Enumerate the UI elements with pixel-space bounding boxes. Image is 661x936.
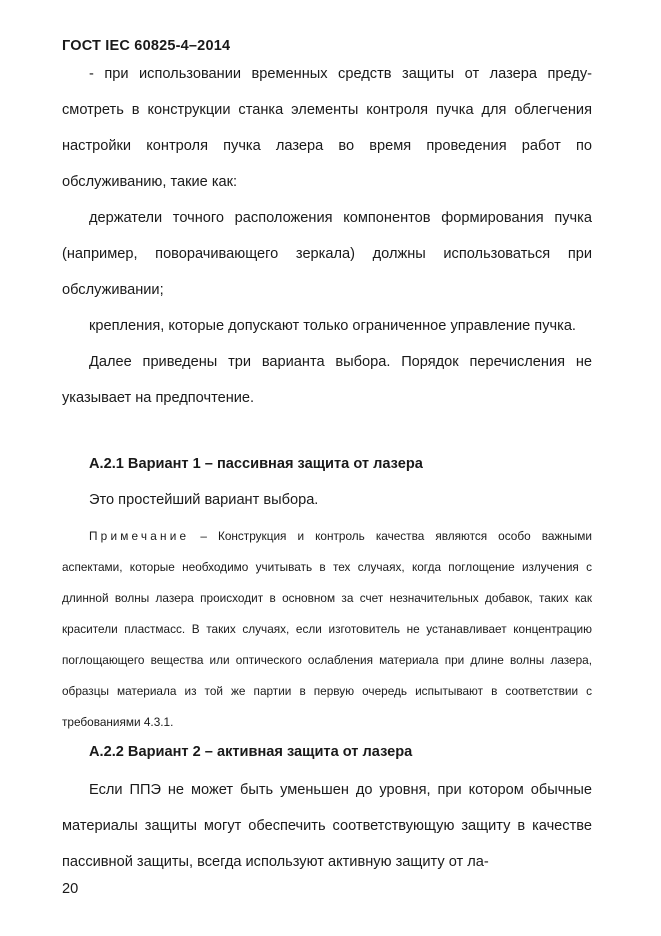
section-a21-text: Это простейший вариант выбора. <box>89 492 319 508</box>
note-block <box>62 521 592 738</box>
paragraph-4: Далее приведены три варианта выбора. Порядок перечисления не указывает на предпочтение. <box>62 354 592 406</box>
document-header-title: ГОСТ IEC 60825-4–2014 <box>62 38 231 54</box>
note-text: – Конструкция и контроль качества являются особо важными аспектами, которые необходимо учитывать в тех случаях, когда поглощение излучения с длинной волны лазера происходит в основном за счет незначительных добавок, таких как красители пластмасс. В таких случаях, если изготовитель не устанавливает концентрацию поглощающего вещества или оптического ослабления материала при длине волны лазера, образцы материала из той же партии в первую очередь испытывают в соответствии с требованиями 4.3.1. <box>62 529 592 729</box>
section-a22-body <box>62 772 592 880</box>
section-heading-a22: А.2.2 Вариант 2 – активная защита от лазера <box>89 744 413 760</box>
section-heading-a21: А.2.1 Вариант 1 – пассивная защита от лазера <box>89 456 423 472</box>
page-number: 20 <box>62 881 79 897</box>
intro-text <box>62 56 592 416</box>
note-label: Примечание <box>89 529 190 543</box>
section-a22-text: Если ППЭ не может быть уменьшен до уровня, при котором обычные материалы защиты могут обеспечить соответствующую защиту в качестве пассивной защиты, всегда используют активную защиту от ла- <box>62 782 592 870</box>
paragraph-2: держатели точного расположения компонентов формирования пучка (например, поворачивающего зеркала) должны использоваться при обслуживании; <box>62 210 592 298</box>
paragraph-1: - при использовании временных средств защиты от лазера предусмотреть в конструкции станка элементы контроля пучка для облегчения настройки контроля пучка лазера во время проведения работ по обслуживанию, такие как: <box>62 66 592 190</box>
section-a21-body <box>62 482 592 518</box>
paragraph-3: крепления, которые допускают только ограниченное управление пучка. <box>89 318 576 334</box>
